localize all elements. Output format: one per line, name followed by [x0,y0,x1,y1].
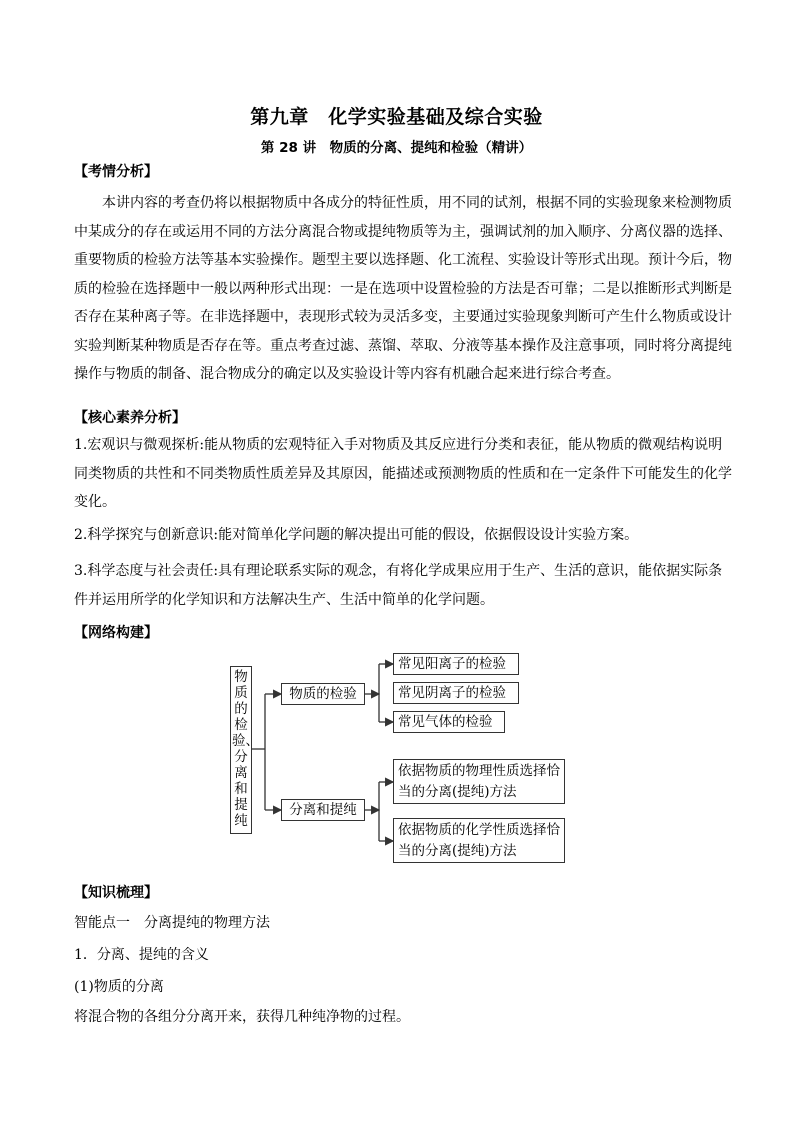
concept-map [225,648,575,868]
core-literacy-heading: 【核心素养分析】 [74,410,186,426]
knowledge-sub2: (1)物质的分离 [74,979,164,995]
knowledge-heading: 【知识梳理】 [74,885,158,901]
core-literacy-item-3: 3.科学态度与社会责任:具有理论联系实际的观念，有将化学成果应用于生产、生活的意识，能依据实际条件并运用所学的化学知识和方法解决生产、生活中简单的化学问题。 [74,563,723,608]
lecture-title: 第 28 讲 物质的分离、提纯和检验（精讲） [260,140,533,156]
leaf-anion-test: 常见阴离子的检验 [393,682,519,704]
branch-node-detection: 物质的检验 [281,683,365,705]
exam-analysis-paragraph: 本讲内容的考查仍将以根据物质中各成分的特征性质，用不同的试剂，根据不同的实验现象来检测物质中某成分的存在或运用不同的方法分离混合物或提纯物质等为主，强调试剂的加入顺序、分离仪器的选择、重要物质的检验方法等基本实验操作。题型主要以选择题、化工流程、实验设计等形式出现。预计今后，物质的检验在选择题中一般以两种形式出现：一是在选项中设置检验的方法是否可靠；二是以推断形式判断是否存在某种离子等。在非选择题中，表现形式较为灵活多变，主要通过实验现象判断可产生什么物质或设计实验判断某种物质是否存在等。重点考查过滤、蒸馏、萃取、分液等基本操作及注意事项，同时将分离提纯操作与物质的制备、混合物成分的确定以及实验设计等内容有机融合起来进行综合考查。 [74,195,732,382]
leaf-cation-test: 常见阳离子的检验 [393,653,519,675]
root-node: 物质的检验、分离和提纯 [230,666,252,834]
branch-node-separation: 分离和提纯 [281,799,365,821]
knowledge-point-title: 智能点一 分离提纯的物理方法 [74,915,270,931]
knowledge-sub1: 1．分离、提纯的含义 [74,947,209,963]
leaf-physical-method: 依据物质的物理性质选择恰当的分离(提纯)方法 [393,759,565,804]
knowledge-text: 将混合物的各组分分离开来，获得几种纯净物的过程。 [74,1009,410,1025]
exam-analysis-heading: 【考情分析】 [74,164,158,180]
leaf-gas-test: 常见气体的检验 [393,711,505,733]
core-literacy-item-1: 1.宏观识与微观探析:能从物质的宏观特征入手对物质及其反应进行分类和表征，能从物质的微观结构说明同类物质的共性和不同类物质性质差异及其原因，能描述或预测物质的性质和在一定条件下可能发生的化学变化。 [74,437,732,510]
core-literacy-item-2: 2.科学探究与创新意识:能对简单化学问题的解决提出可能的假设，依据假设设计实验方案。 [74,527,639,543]
network-heading: 【网络构建】 [74,625,158,641]
chapter-title: 第九章 化学实验基础及综合实验 [250,106,543,128]
leaf-chemical-method: 依据物质的化学性质选择恰当的分离(提纯)方法 [393,818,565,863]
